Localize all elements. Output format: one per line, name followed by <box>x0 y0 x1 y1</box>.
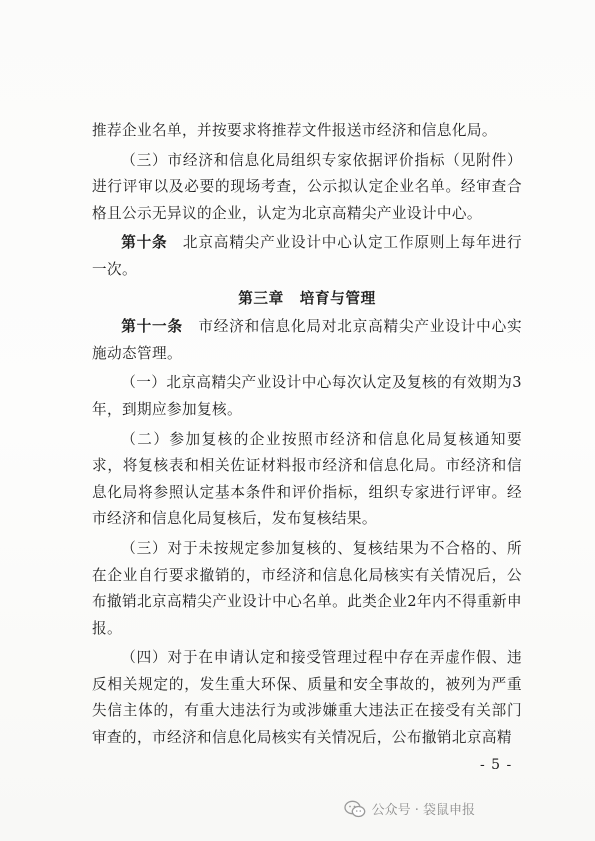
article-10-text: 北京高精尖产业设计中心认定工作原则上每年进行一次。 <box>92 234 522 278</box>
paragraph-item-3: （三）对于未按规定参加复核的、复核结果为不合格的、所在企业自行要求撤销的，市经济和信息化局核实有关情况后，公布撤销北京高精尖产业设计中心名单。此类企业2年内不得重新申报。 <box>92 539 522 637</box>
paragraph-review-item-3: （三）市经济和信息化局组织专家依据评价指标（见附件）进行评审以及必要的现场考查，公示拟认定企业名单。经审查合格且公示无异议的企业，认定为北京高精尖产业设计中心。 <box>92 151 522 222</box>
article-11 <box>92 314 522 367</box>
paragraph-item-1: （一）北京高精尖产业设计中心每次认定及复核的有效期为3年，到期应参加复核。 <box>92 374 522 418</box>
article-11-text: 市经济和信息化局对北京高精尖产业设计中心实施动态管理。 <box>92 318 522 362</box>
document-body <box>92 118 522 752</box>
article-11-label: 第十一条 <box>121 318 183 336</box>
article-10 <box>92 230 522 283</box>
chapter-title: 培育与管理 <box>299 289 376 307</box>
watermark <box>344 799 475 818</box>
paragraph-recommend-list: 推荐企业名单，并按要求将推荐文件报送市经济和信息化局。 <box>92 122 497 139</box>
article-10-label: 第十条 <box>121 234 168 252</box>
watermark-text: 公众号 · 袋鼠申报 <box>371 803 475 818</box>
paragraph-item-4: （四）对于在申请认定和接受管理过程中存在弄虚作假、违反相关规定的，发生重大环保、质量和安全事故的，被列为严重失信主体的，有重大违法行为或涉嫌重大违法正在接受有关部门审查的，市经济和信息化局核实有关情况后，公布撤销北京高精 <box>92 649 522 747</box>
wechat-icon <box>344 800 366 818</box>
paragraph-item-2: （二）参加复核的企业按照市经济和信息化局复核通知要求，将复核表和相关佐证材料报市经济和信息化局。市经济和信息化局将参照认定基本条件和评价指标，组织专家进行评审。经市经济和信息化局复核后，发布复核结果。 <box>92 430 522 528</box>
page-number: - 5 - <box>480 757 513 773</box>
chapter-heading <box>92 286 522 313</box>
chapter-number: 第三章 <box>238 289 284 307</box>
